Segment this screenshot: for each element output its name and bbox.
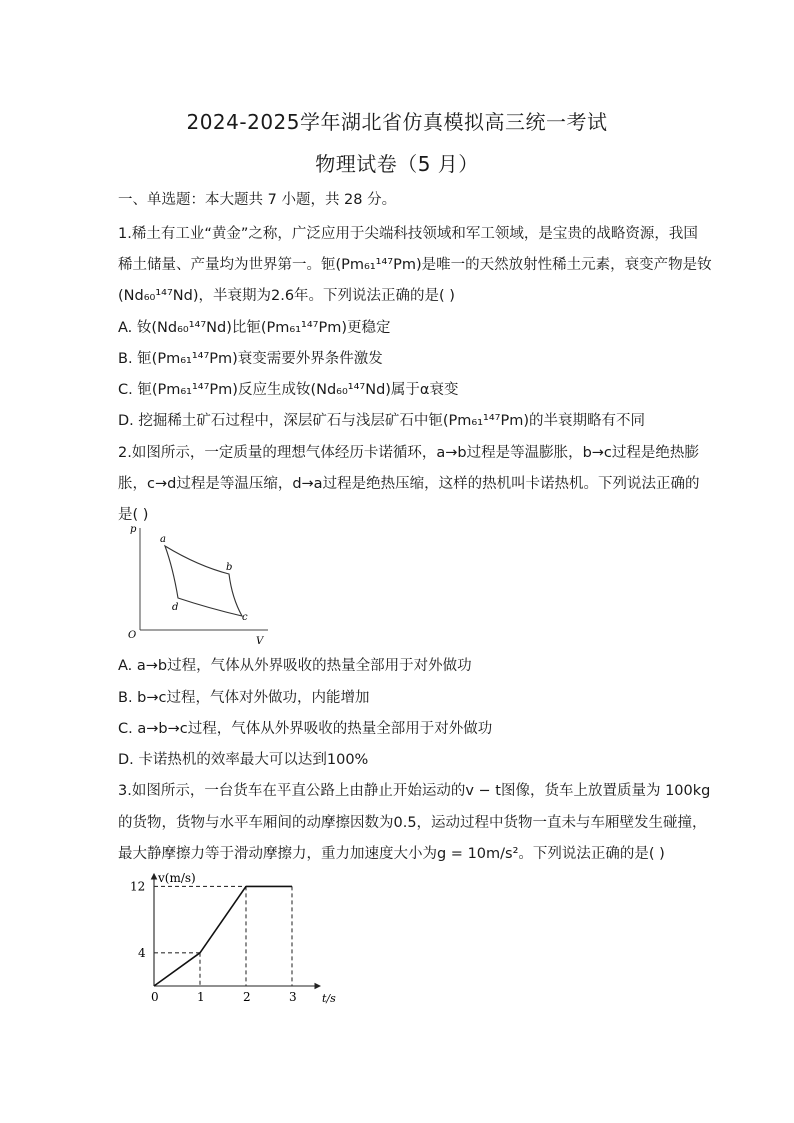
q1-option-c[interactable]: C. 钷(Pm₆₁¹⁴⁷Pm)反应生成钕(Nd₆₀¹⁴⁷Nd)属于α衰变 [118,382,459,398]
q2-option-c[interactable]: C. a→b→c过程，气体从外界吸收的热量全部用于对外做功 [118,721,493,737]
point-a: a [160,534,166,545]
q3-line-1: 3.如图所示，一台货车在平直公路上由静止开始运动的v − t图像，货车上放置质量为 100kg [118,783,711,799]
v-axis-label: V [256,636,264,647]
q3-line-3: 最大静摩擦力等于滑动摩擦力，重力加速度大小为g = 10m/s²。下列说法正确的是( ) [118,846,665,862]
x-axis-label: t/s [322,992,336,1005]
x-tick-label: 3 [289,990,297,1004]
x-tick-label: 2 [243,990,251,1004]
series-segment-1 [200,886,246,952]
q1-option-a[interactable]: A. 钕(Nd₆₀¹⁴⁷Nd)比钷(Pm₆₁¹⁴⁷Pm)更稳定 [118,320,391,336]
vt-chart [130,866,350,1016]
point-d: d [172,602,179,613]
q2-option-b[interactable]: B. b→c过程，气体对外做功，内能增加 [118,690,370,706]
q1-option-d[interactable]: D. 挖掘稀土矿石过程中，深层矿石与浅层矿石中钷(Pm₆₁¹⁴⁷Pm)的半衰期略有不同 [118,413,645,429]
x-tick-label: 0 [151,990,159,1004]
point-c: c [242,612,248,623]
q2-line-2: 胀，c→d过程是等温压缩，d→a过程是绝热压缩，这样的热机叫卡诺热机。下列说法正确的 [118,476,700,492]
q2-option-a[interactable]: A. a→b过程，气体从外界吸收的热量全部用于对外做功 [118,658,472,674]
page-subtitle: 物理试卷（5 月） [315,152,479,176]
q1-option-b[interactable]: B. 钷(Pm₆₁¹⁴⁷Pm)衰变需要外界条件激发 [118,351,383,367]
q1-line-3: (Nd₆₀¹⁴⁷Nd)，半衰期为2.6年。下列说法正确的是( ) [118,288,455,304]
q2-line-1: 2.如图所示，一定质量的理想气体经历卡诺循环，a→b过程是等温膨胀，b→c过程是绝热膨 [118,445,699,461]
section-heading: 一、单选题：本大题共 7 小题，共 28 分。 [118,192,397,208]
q1-line-1: 1.稀土有工业“黄金”之称，广泛应用于尖端科技领域和军工领域，是宝贵的战略资源，我国 [118,226,698,242]
origin-label: O [128,630,137,641]
q1-line-2: 稀土储量、产量均为世界第一。钷(Pm₆₁¹⁴⁷Pm)是唯一的天然放射性稀土元素，衰变产物是钕 [118,257,712,273]
x-tick-label: 1 [197,990,205,1004]
y-axis-label: v(m/s) [158,871,196,885]
p-axis-label: p [130,524,137,535]
q2-option-d[interactable]: D. 卡诺热机的效率最大可以达到100% [118,752,369,768]
point-b: b [226,562,233,573]
y-tick-label: 4 [138,945,146,960]
y-tick-label: 12 [130,879,146,894]
q3-line-2: 的货物，货物与水平车厢间的动摩擦因数为0.5，运动过程中货物一直未与车厢壁发生碰撞， [118,815,707,831]
series-segment-0 [154,953,200,986]
page-title: 2024-2025学年湖北省仿真模拟高三统一考试 [186,110,608,134]
q2-line-3: 是( ) [118,507,149,523]
carnot-cycle-diagram [118,518,278,648]
